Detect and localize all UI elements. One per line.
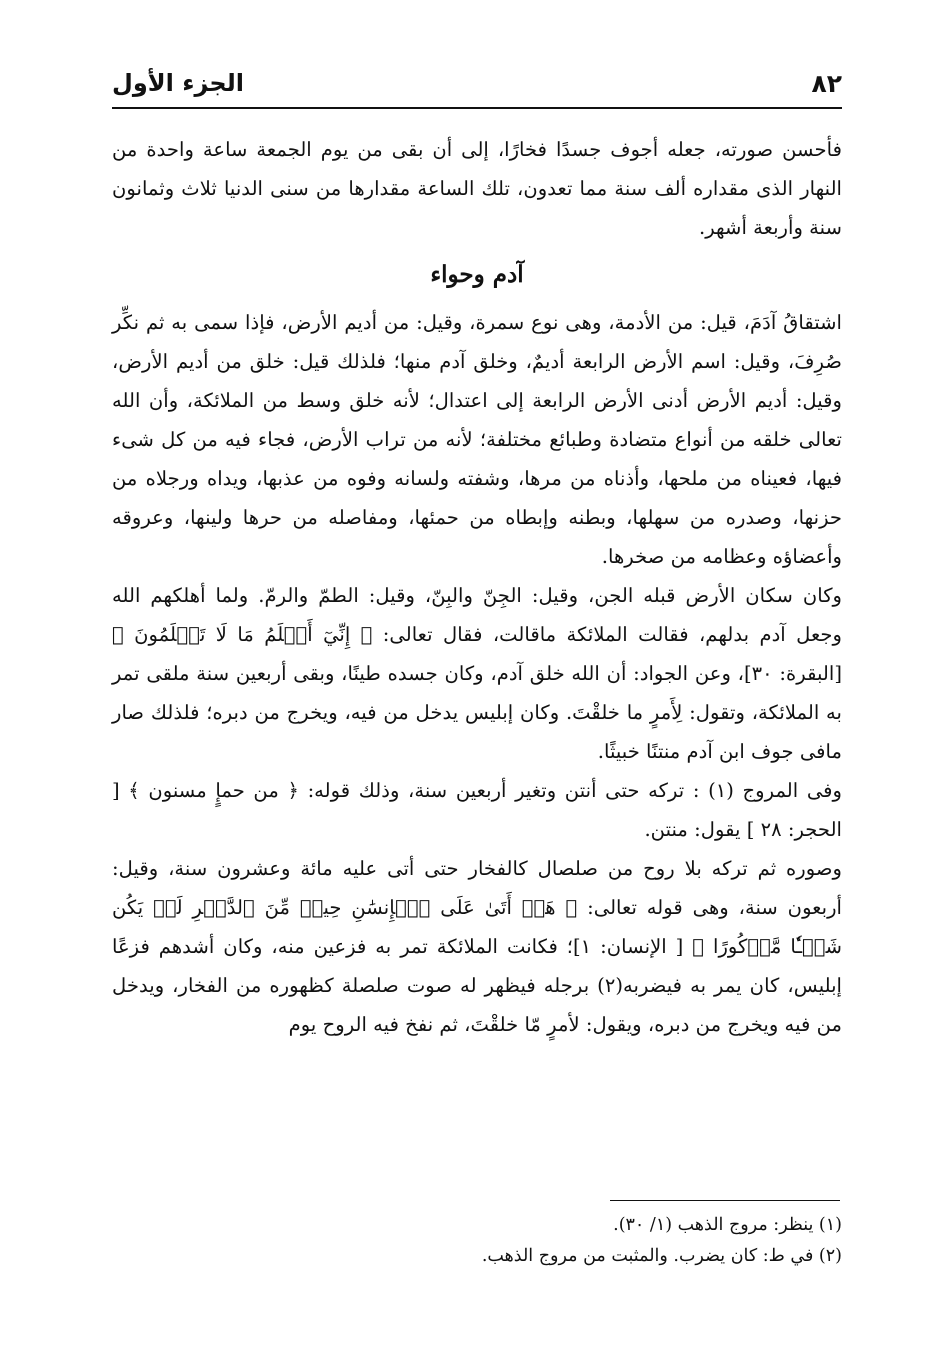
section-heading: آدم وحواء: [430, 261, 524, 288]
footnote-2: (٢) في ط: كان يضرب. والمثبت من مروج الذهب.: [481, 1246, 842, 1266]
main-text: [112, 130, 842, 1044]
paragraph-3: وكان سكان الأرض قبله الجن، وقيل: الجِنّ والبِنّ، وقيل: الطمّ والرمّ. ولما أهلكهم الله وجعل آدم بدلهم، فقالت الملائكة ماقالت، فقال تعالى: ﴿ إِنِّيٓ أَعۡلَمُ مَا لَا تَعۡلَمُونَ ﴾ [البقرة: ٣٠]، وعن الجواد: أن الله خلق آدم، وكان جسده طينًا، وبقى أربعين سنة ملقى تمر به الملائكة، وتقول: لِأَمرٍ ما خلقْتَ. وكان إبليس يدخل من فيه، ويخرج من دبره؛ فلذلك صار مافى جوف ابن آدم منتنًا خبيثًا.: [112, 584, 842, 763]
running-title: الجزء الأول: [112, 69, 244, 97]
page-number: ٨٢: [811, 68, 842, 98]
header-rule: [112, 107, 842, 109]
paragraph-1: فأحسن صورته، جعله أجوف جسدًا فخارًا، إلى أن بقى من يوم الجمعة ساعة واحدة من النهار الذى مقداره ألف سنة مما تعدون، تلك الساعة مقدارها من سنى الدنيا ثلاث وثمانون سنة وأربعة أشهر.: [112, 138, 842, 239]
paragraph-2: اشتقاقُ آدَمَ، قيل: من الأدمة، وهى نوع سمرة، وقيل: من أديم الأرض، فإذا سمى به ثم نكِّر صُرِفَ، وقيل: اسم الأرض الرابعة أديمٌ، وخلق آدم منها؛ فلذلك قيل: خلق من أديم الأرض، وقيل: أديم الأرض أدنى الأرض الرابعة إلى اعتدال؛ لأنه خلق وسط من الملائكة، وأن الله تعالى خلقه من أنواع متضادة وطبائع مختلفة؛ لأنه من تراب الأرض، فجاء فيه من كل شىء فيها، فعيناه من ملحها، وأذناه من مرها، وشفته ولسانه وفوه من عذبها، ويداه ورجلاه من حزنها، وصدره من سهلها، وبطنه وإبطاه من حمئها، ومفاصله من حرها ولينها، وعروقه وأعضاؤه وعظامه من صخرها.: [112, 311, 842, 568]
footnote-1: (١) ينظر: مروج الذهب (١/ ٣٠).: [613, 1215, 842, 1235]
paragraph-4: وفى المروج (١) : تركه حتى أنتن وتغير أربعين سنة، وذلك قوله: ﴿ من حمإٍ مسنون ﴾ [ الحجر: ٢٨ ] يقول: منتن.: [112, 779, 842, 841]
page-header: [112, 62, 842, 104]
footnotes: [112, 1210, 842, 1272]
paragraph-5: وصوره ثم تركه بلا روح من صلصال كالفخار حتى أتى عليه مائة وعشرون سنة، وقيل: أربعون سنة، وهى قوله تعالى: ﴿ هَلۡ أَتَىٰ عَلَى ٱلۡإِنسَٰنِ حِينٞ مِّنَ ٱلدَّهۡرِ لَمۡ يَكُن شَيۡـٔٗا مَّذۡكُورًا ﴾ [ الإنسان: ١]؛ فكانت الملائكة تمر به فزعين منه، وكان أشدهم فزعًا إبليس، كان يمر به فيضربه(٢) برجله فيظهر له صوت صلصلة كظهوره من الفخار، ويدخل من فيه ويخرج من دبره، ويقول: لأمرٍ مّا خلقْتَ، ثم نفخ فيه الروح يوم: [112, 857, 842, 1036]
footnote-rule: [610, 1200, 840, 1201]
